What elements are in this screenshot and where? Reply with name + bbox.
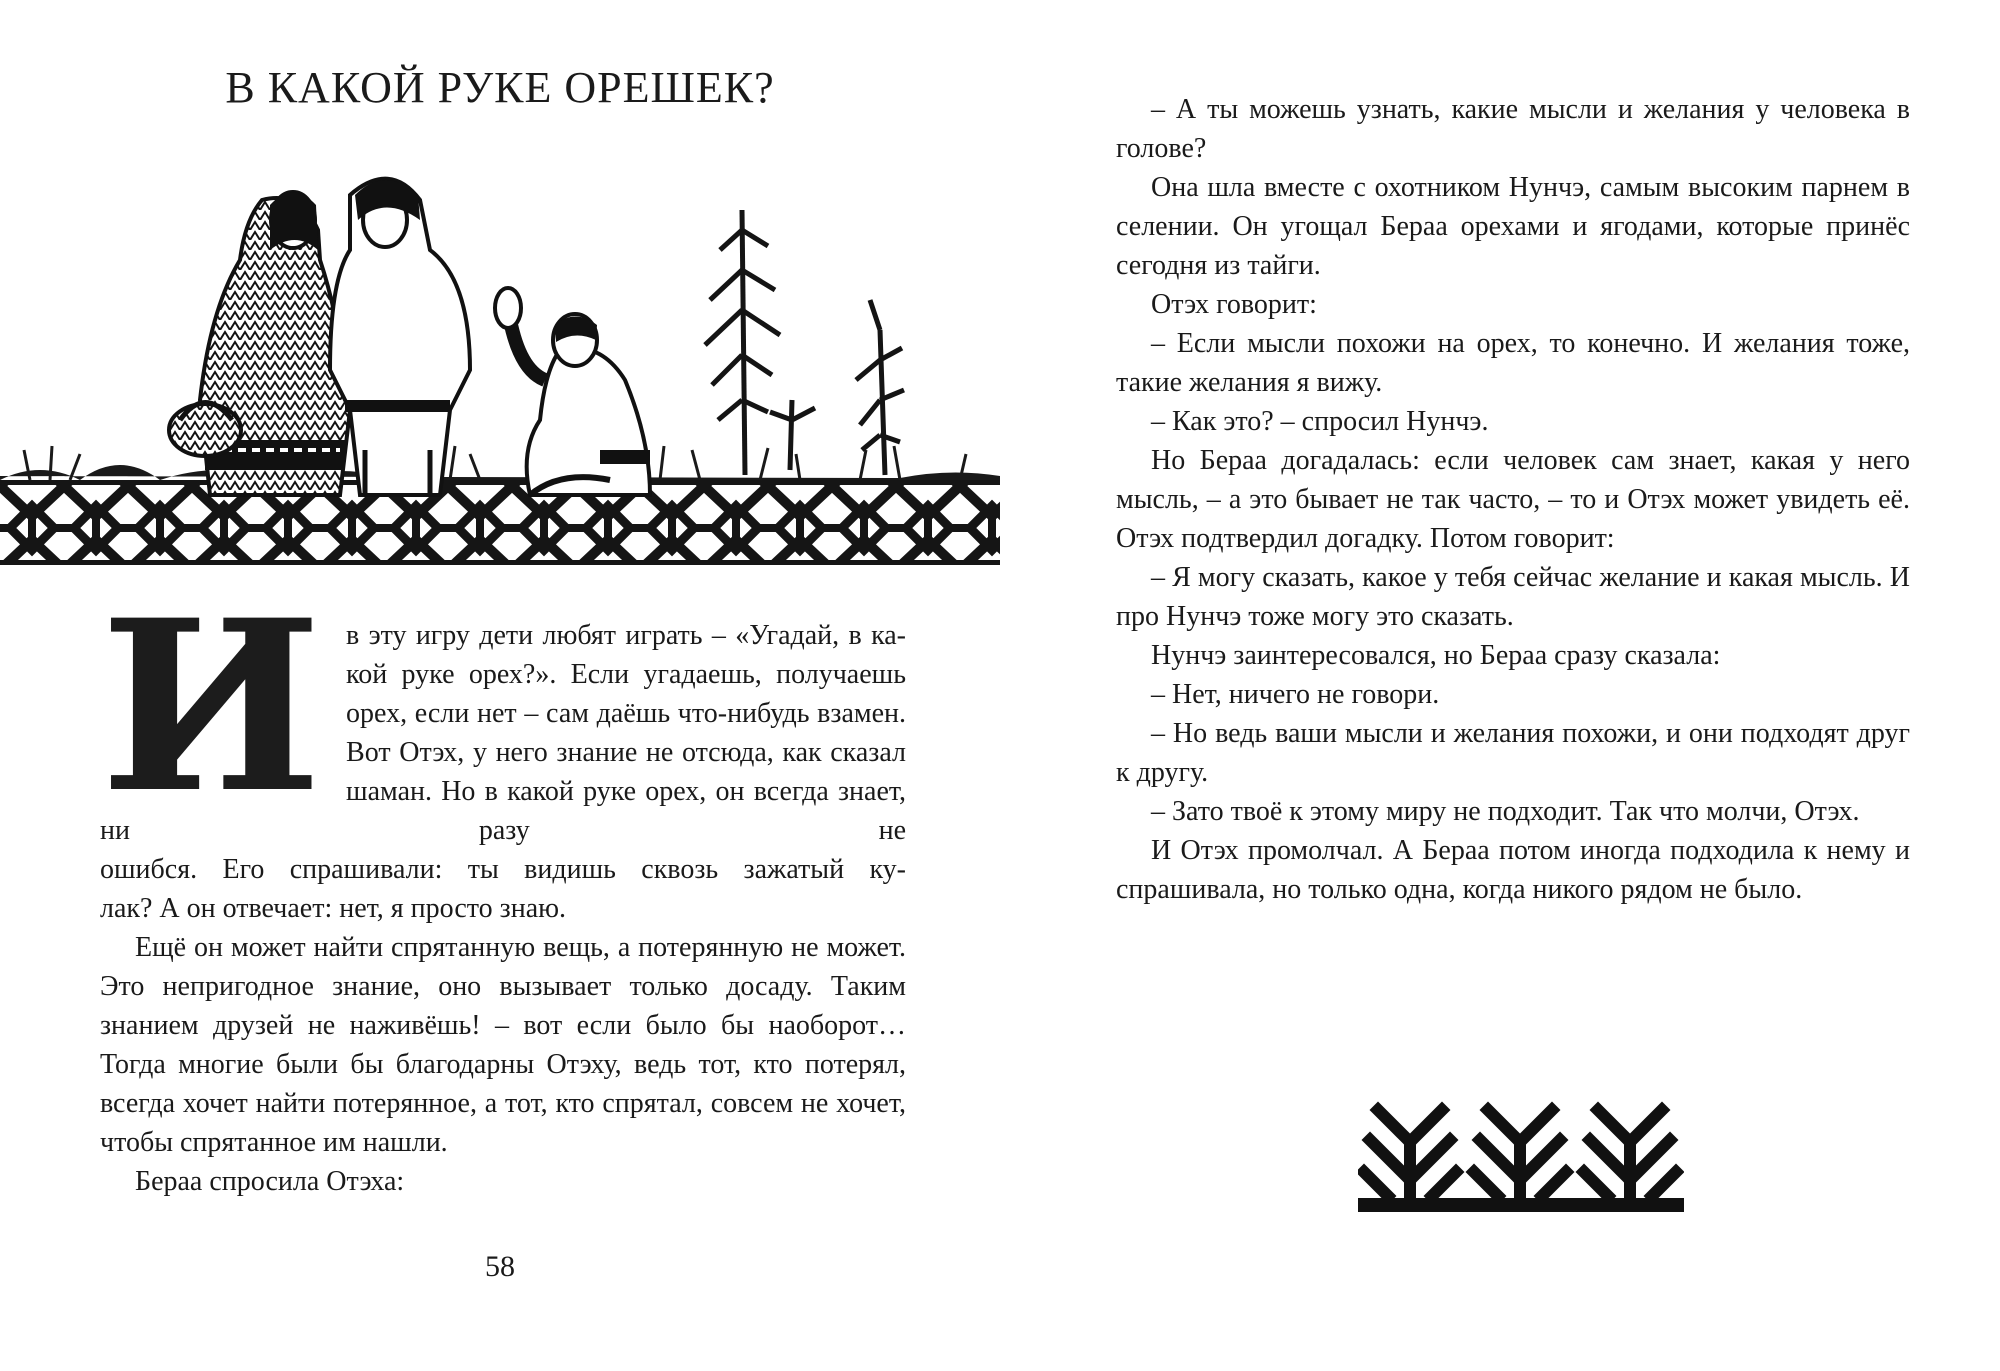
text-line: лак? А он отвечает: нет, я просто знаю.	[100, 893, 567, 924]
paragraph: Бераа спросила Отэха:	[135, 1166, 405, 1197]
paragraph: – А ты можешь узнать, какие мысли и желания у человека в голове?	[1116, 94, 1910, 164]
text-line: кой руке орех?». Если угадаешь, получаешь	[346, 659, 906, 690]
chapter-title: В КАКОЙ РУКЕ ОРЕШЕК?	[225, 63, 775, 112]
paragraph: Отэх говорит:	[1151, 289, 1317, 320]
paragraph: Но Бераа догадалась: если человек сам знает, какая у него мысль, – а это бывает не так часто, – то и Отэх может увидеть её. Отэх подтвердил догадку. Потом говорит:	[1116, 445, 1910, 554]
text-line: в эту игру дети любят играть – «Угадай, в ка-	[346, 620, 906, 651]
folk-scene-illustration-icon	[0, 150, 1000, 570]
paragraph: – Нет, ничего не говори.	[1151, 679, 1440, 710]
chapter-body	[100, 569, 906, 1201]
paragraph: Она шла вместе с охотником Нунчэ, самым высоким парнем в селении. Он угощал Бераа орехами и ягодами, которые принёс сегодня из тайги.	[1116, 172, 1910, 281]
text-line: ошибся. Его спрашивали: ты видишь сквозь зажатый ку-	[100, 854, 906, 885]
text-line: шаман. Но в какой руке орех, он всегда знает, ни разу не	[100, 776, 906, 846]
paragraph: – Зато твоё к этому миру не подходит. Так что молчи, Отэх.	[1151, 796, 1860, 827]
chapter-body-continued	[1116, 90, 1910, 909]
drop-cap: И	[100, 569, 319, 845]
right-page	[1000, 0, 2000, 1371]
text-line: орех, если нет – сам даёшь что-нибудь взамен.	[346, 698, 906, 729]
page-number: 58	[485, 1250, 515, 1283]
paragraph: Нунчэ заинтересовался, но Бераа сразу сказала:	[1151, 640, 1721, 671]
paragraph: – Если мысли похожи на орех, то конечно. И желания тоже, такие желания я вижу.	[1116, 328, 1910, 398]
folk-ornament-icon	[1358, 1100, 1684, 1212]
paragraph: Ещё он может найти спрятанную вещь, а потерянную не может. Это непригодное знание, оно вызывает только досаду. Таким знанием друзей не наживёшь! – вот если было бы наоборот… Тогда многие были бы благодарны Отэху, ведь тот, кто потерял, всегда хочет найти потерянное, а тот, кто спрятал, совсем не хочет, чтобы спрятанное им нашли.	[100, 932, 906, 1158]
paragraph: – Но ведь ваши мысли и желания похожи, и они подходят друг к другу.	[1116, 718, 1910, 788]
text-line: Вот Отэх, у него знание не отсюда, как сказал	[346, 737, 906, 768]
paragraph: – Я могу сказать, какое у тебя сейчас желание и какая мысль. И про Нунчэ тоже могу это сказать.	[1116, 562, 1910, 632]
paragraph: И Отэх промолчал. А Бераа потом иногда подходила к нему и спрашивала, но только одна, когда никого рядом не было.	[1116, 835, 1910, 905]
paragraph: – Как это? – спросил Нунчэ.	[1151, 406, 1489, 437]
